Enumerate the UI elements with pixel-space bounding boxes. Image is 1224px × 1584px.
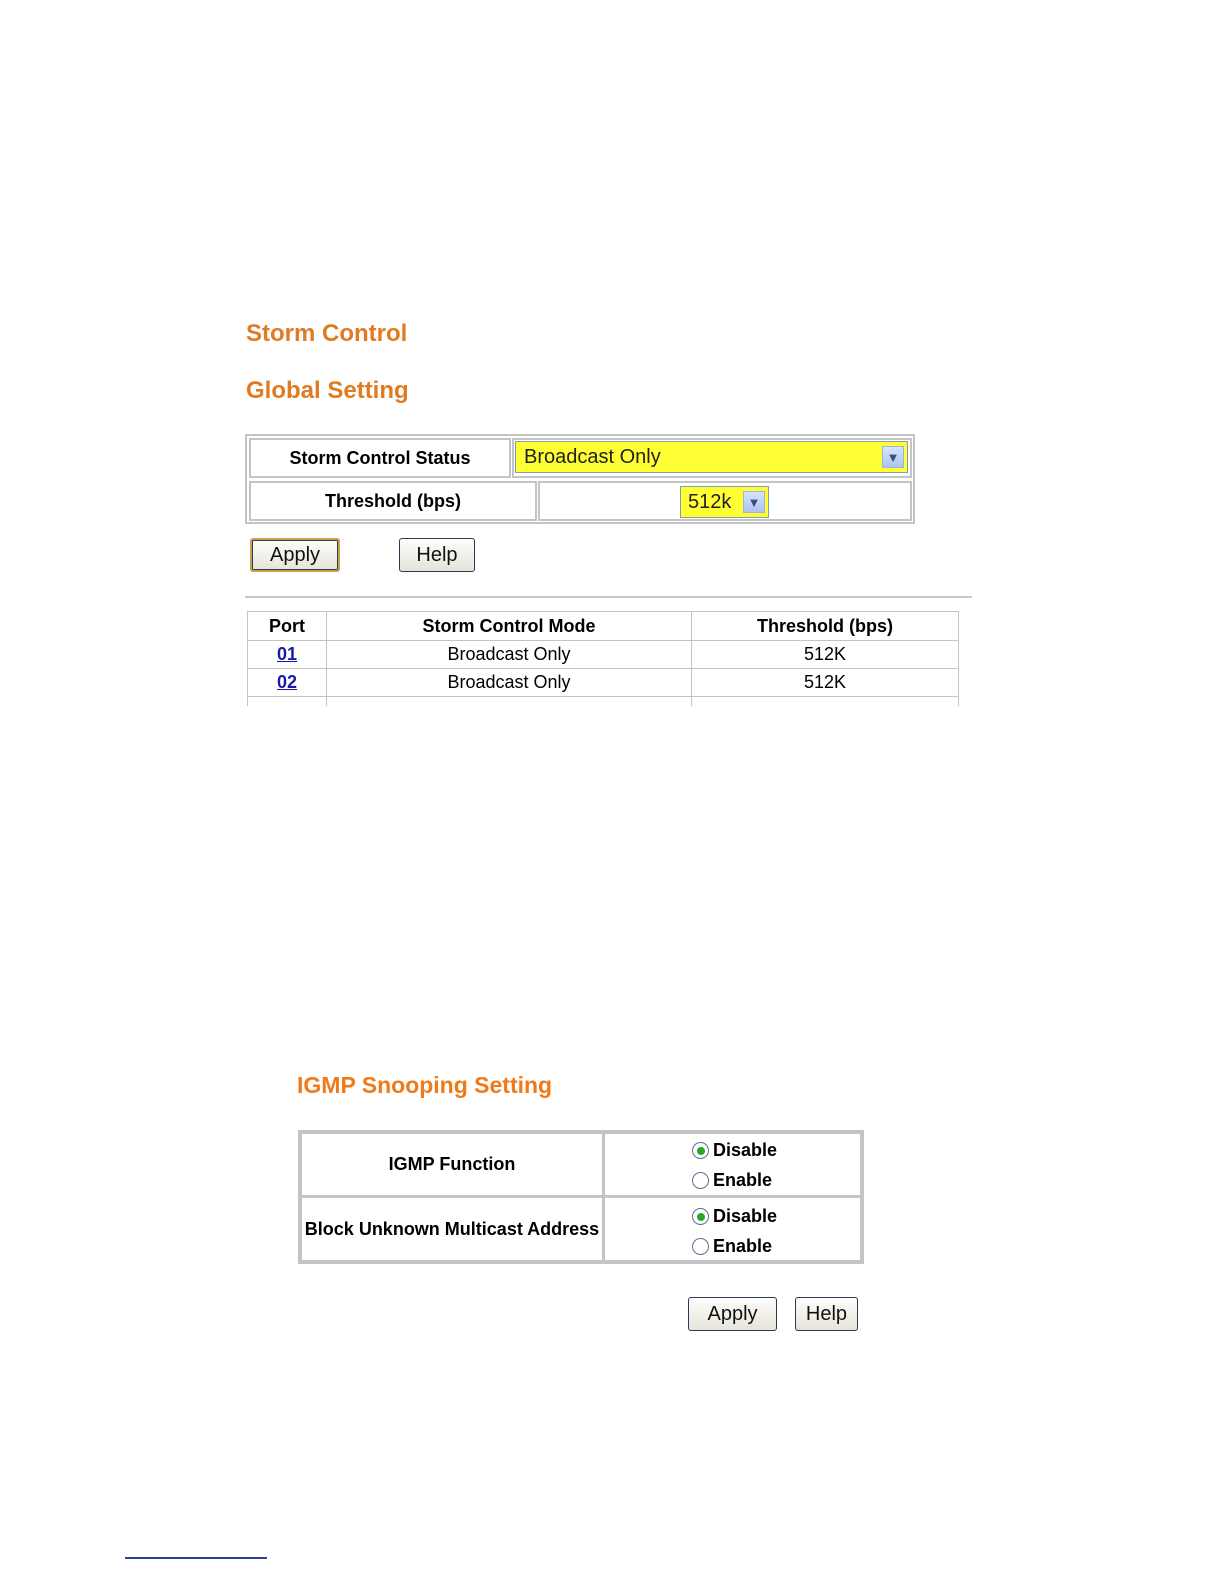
igmp-function-label: IGMP Function	[300, 1132, 604, 1197]
igmp-title: IGMP Snooping Setting	[297, 1072, 553, 1098]
table-cell-threshold: 512K	[691, 640, 959, 669]
table-header-mode: Storm Control Mode	[326, 611, 692, 641]
igmp-apply-button[interactable]: Apply	[688, 1297, 777, 1331]
table-cell-mode: Broadcast Only	[326, 668, 692, 697]
igmp-function-disable-label: Disable	[713, 1140, 778, 1160]
storm-status-select[interactable]	[515, 441, 908, 473]
igmp-function-enable-label: Enable	[713, 1170, 773, 1190]
global-setting-title: Global Setting	[246, 377, 409, 404]
storm-status-value: Broadcast Only	[524, 445, 661, 468]
block-multicast-label: Block Unknown Multicast Address	[300, 1196, 604, 1262]
table-row	[247, 640, 327, 669]
igmp-function-enable-option[interactable]	[692, 1170, 772, 1191]
block-multicast-enable-option[interactable]	[692, 1236, 772, 1257]
footnote-rule	[125, 1557, 267, 1559]
port-link-01[interactable]: 01	[276, 644, 298, 664]
section-divider	[245, 596, 972, 598]
threshold-label: Threshold (bps)	[249, 481, 537, 521]
igmp-function-disable-option[interactable]	[692, 1140, 777, 1161]
table-header-threshold: Threshold (bps)	[691, 611, 959, 641]
igmp-help-button[interactable]: Help	[795, 1297, 858, 1331]
threshold-value: 512k	[688, 490, 732, 513]
chevron-down-icon[interactable]: ▼	[743, 491, 765, 513]
radio-unselected-icon[interactable]	[692, 1172, 709, 1189]
threshold-select[interactable]	[680, 486, 769, 518]
block-multicast-disable-option[interactable]	[692, 1206, 777, 1227]
radio-selected-icon[interactable]	[692, 1142, 709, 1159]
storm-help-button[interactable]: Help	[399, 538, 475, 572]
table-row	[247, 668, 327, 697]
port-link-02[interactable]: 02	[276, 672, 298, 692]
storm-control-title: Storm Control	[246, 320, 408, 347]
table-cell-mode: Broadcast Only	[326, 640, 692, 669]
table-header-port: Port	[247, 611, 327, 641]
radio-selected-icon[interactable]	[692, 1208, 709, 1225]
chevron-down-icon[interactable]: ▼	[882, 446, 904, 468]
block-multicast-enable-label: Enable	[713, 1236, 773, 1256]
table-cell-threshold: 512K	[691, 668, 959, 697]
storm-apply-button[interactable]: Apply	[250, 538, 340, 572]
storm-status-label: Storm Control Status	[249, 438, 511, 478]
table-row-truncated	[247, 696, 959, 706]
radio-unselected-icon[interactable]	[692, 1238, 709, 1255]
block-multicast-disable-label: Disable	[713, 1206, 778, 1226]
